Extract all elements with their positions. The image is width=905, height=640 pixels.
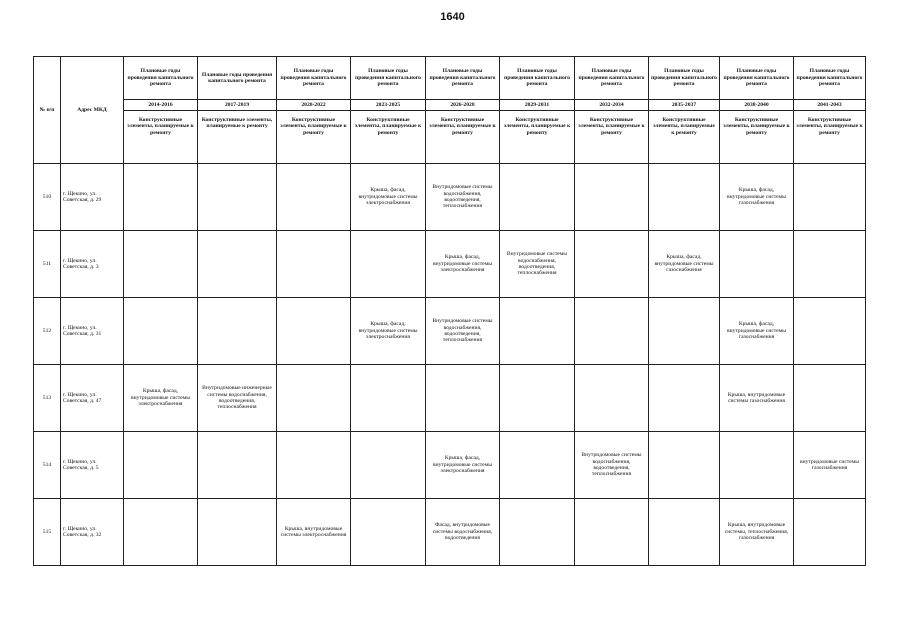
table-body — [34, 57, 866, 566]
header-period: 2035-2037 — [649, 100, 720, 111]
repair-elements-cell — [794, 298, 866, 365]
header-elements: Конструктивные элементы, планируемые к ремонту — [124, 111, 198, 164]
header-title: Плановые годы проведения капитального ремонта — [198, 57, 277, 100]
repair-elements-cell — [426, 365, 500, 432]
repair-elements-cell — [124, 298, 198, 365]
header-row-titles — [34, 57, 866, 100]
repair-elements-cell — [794, 499, 866, 566]
repair-elements-cell: Крыша, внутридомовые системы электроснабжения — [277, 499, 351, 566]
repair-elements-cell — [500, 365, 575, 432]
repair-elements-cell — [500, 499, 575, 566]
repair-elements-cell — [277, 298, 351, 365]
header-title: Плановые годы проведения капитального ремонта — [351, 57, 426, 100]
row-address: г. Щекино, ул. Советская, д. 32 — [61, 499, 124, 566]
row-number: 513 — [34, 365, 61, 432]
repair-elements-cell — [794, 231, 866, 298]
repair-elements-cell — [198, 231, 277, 298]
repair-elements-cell — [277, 365, 351, 432]
repair-elements-cell — [794, 365, 866, 432]
repair-elements-cell — [649, 365, 720, 432]
repair-elements-cell — [124, 164, 198, 231]
header-elements: Конструктивные элементы, планируемые к ремонту — [277, 111, 351, 164]
row-address: г. Щекино, ул. Советская, д. 47 — [61, 365, 124, 432]
repair-elements-cell — [500, 432, 575, 499]
repair-elements-cell: Фасад, внутридомовые системы водоснабжения, водоотведения — [426, 499, 500, 566]
header-title: Плановые годы проведения капитального ремонта — [720, 57, 794, 100]
row-address: г. Щекино, ул. Советская, д. 29 — [61, 164, 124, 231]
capital-repair-plan-table — [33, 56, 866, 566]
row-number: 511 — [34, 231, 61, 298]
repair-elements-cell: Внутридомовые системы водоснабжения, водоотведения, теплоснабжения — [575, 432, 649, 499]
table-row — [34, 164, 866, 231]
repair-elements-cell — [720, 432, 794, 499]
header-address: Адрес МКД — [61, 57, 124, 164]
header-period: 2038-2040 — [720, 100, 794, 111]
repair-elements-cell — [198, 298, 277, 365]
header-elements: Конструктивные элементы, планируемые к ремонту — [794, 111, 866, 164]
row-number: 512 — [34, 298, 61, 365]
header-elements: Конструктивные элементы, планируемые к ремонту — [426, 111, 500, 164]
header-num: № п/п — [34, 57, 61, 164]
header-elements: Конструктивные элементы, планируемые к ремонту — [720, 111, 794, 164]
header-period: 2014-2016 — [124, 100, 198, 111]
header-period: 2032-2034 — [575, 100, 649, 111]
row-number: 515 — [34, 499, 61, 566]
page-number: 1640 — [440, 11, 465, 23]
repair-elements-cell — [198, 499, 277, 566]
repair-elements-cell: Крыша, фасад, внутридомовые системы газоснабжения — [649, 231, 720, 298]
header-period: 2020-2022 — [277, 100, 351, 111]
table-row — [34, 365, 866, 432]
repair-elements-cell — [575, 298, 649, 365]
repair-elements-cell: Крыша, внутридомовые системы газоснабжения — [720, 365, 794, 432]
repair-elements-cell — [500, 164, 575, 231]
header-row-periods — [34, 100, 866, 111]
repair-elements-cell: Крыша, фасад, внутридомовые системы электроснабжения — [426, 432, 500, 499]
header-title: Плановые годы проведения капитального ремонта — [426, 57, 500, 100]
repair-elements-cell: Крыша, фасад, внутридомовые системы газоснабжения — [720, 298, 794, 365]
repair-elements-cell — [351, 499, 426, 566]
header-period: 2029-2031 — [500, 100, 575, 111]
repair-elements-cell: Внутридомовые системы водоснабжения, водоотведения, теплоснабжения — [426, 164, 500, 231]
repair-elements-cell: Внутридомовые системы водоснабжения, водоотведения, теплоснабжения — [426, 298, 500, 365]
header-title: Плановые годы проведения капитального ремонта — [500, 57, 575, 100]
header-title: Плановые годы проведения капитального ремонта — [794, 57, 866, 100]
header-period: 2023-2025 — [351, 100, 426, 111]
repair-elements-cell — [575, 499, 649, 566]
repair-elements-cell — [277, 231, 351, 298]
repair-elements-cell — [198, 432, 277, 499]
repair-elements-cell — [198, 164, 277, 231]
header-period: 2026-2028 — [426, 100, 500, 111]
repair-elements-cell — [124, 499, 198, 566]
header-title: Плановые годы проведения капитального ремонта — [649, 57, 720, 100]
header-title: Плановые годы проведения капитального ремонта — [575, 57, 649, 100]
row-number: 510 — [34, 164, 61, 231]
repair-elements-cell — [124, 231, 198, 298]
repair-elements-cell — [351, 231, 426, 298]
repair-elements-cell: Внутридомовые инженерные системы водоснабжения, водоотведения, теплоснабжения — [198, 365, 277, 432]
header-elements: Конструктивные элементы, планируемые к ремонту — [575, 111, 649, 164]
repair-elements-cell — [124, 432, 198, 499]
repair-elements-cell — [500, 298, 575, 365]
repair-elements-cell — [649, 298, 720, 365]
repair-elements-cell — [649, 432, 720, 499]
repair-elements-cell: Крыша, фасад, внутридомовые системы электроснабжения — [351, 164, 426, 231]
repair-elements-cell: Крыша, фасад, внутридомовые системы газоснабжения — [720, 164, 794, 231]
row-number: 514 — [34, 432, 61, 499]
table-row — [34, 231, 866, 298]
repair-elements-cell: Крыша, фасад, внутридомовые системы электроснабжения — [124, 365, 198, 432]
header-title: Плановые годы проведения капитального ремонта — [277, 57, 351, 100]
header-elements: Конструктивные элементы, планируемые к ремонту — [500, 111, 575, 164]
row-address: г. Щекино, ул. Советская, д. 31 — [61, 298, 124, 365]
repair-elements-cell — [649, 499, 720, 566]
header-period: 2017-2019 — [198, 100, 277, 111]
repair-elements-cell — [720, 231, 794, 298]
header-elements: Конструктивные элементы, планируемые к ремонту — [649, 111, 720, 164]
table-row — [34, 432, 866, 499]
repair-elements-cell — [351, 365, 426, 432]
header-elements: Конструктивные элементы, планируемые к ремонту — [351, 111, 426, 164]
row-address: г. Щекино, ул. Советская, д. 5 — [61, 432, 124, 499]
repair-elements-cell — [575, 231, 649, 298]
header-elements: Конструктивные элементы, планируемые к ремонту — [198, 111, 277, 164]
repair-elements-cell — [575, 365, 649, 432]
table-row — [34, 499, 866, 566]
header-title: Плановые годы проведения капитального ремонта — [124, 57, 198, 100]
repair-elements-cell: Крыша, фасад, внутридомовые системы электроснабжения — [351, 298, 426, 365]
repair-elements-cell: внутридомовые системы газоснабжения — [794, 432, 866, 499]
repair-elements-cell — [649, 164, 720, 231]
repair-elements-cell — [277, 164, 351, 231]
repair-elements-cell: Внутридомовые системы водоснабжения, водоотведения, теплоснабжения — [500, 231, 575, 298]
repair-elements-cell: Крыша, фасад, внутридомовые системы электроснабжения — [426, 231, 500, 298]
repair-elements-cell — [794, 164, 866, 231]
header-row-elements — [34, 111, 866, 164]
repair-elements-cell — [575, 164, 649, 231]
row-address: г. Щекино, ул. Советская, д. 3 — [61, 231, 124, 298]
repair-elements-cell — [277, 432, 351, 499]
repair-elements-cell — [351, 432, 426, 499]
table-row — [34, 298, 866, 365]
repair-elements-cell: Крыша, внутридомовые системы, теплоснабжения, газоснабжения — [720, 499, 794, 566]
header-period: 2041-2043 — [794, 100, 866, 111]
